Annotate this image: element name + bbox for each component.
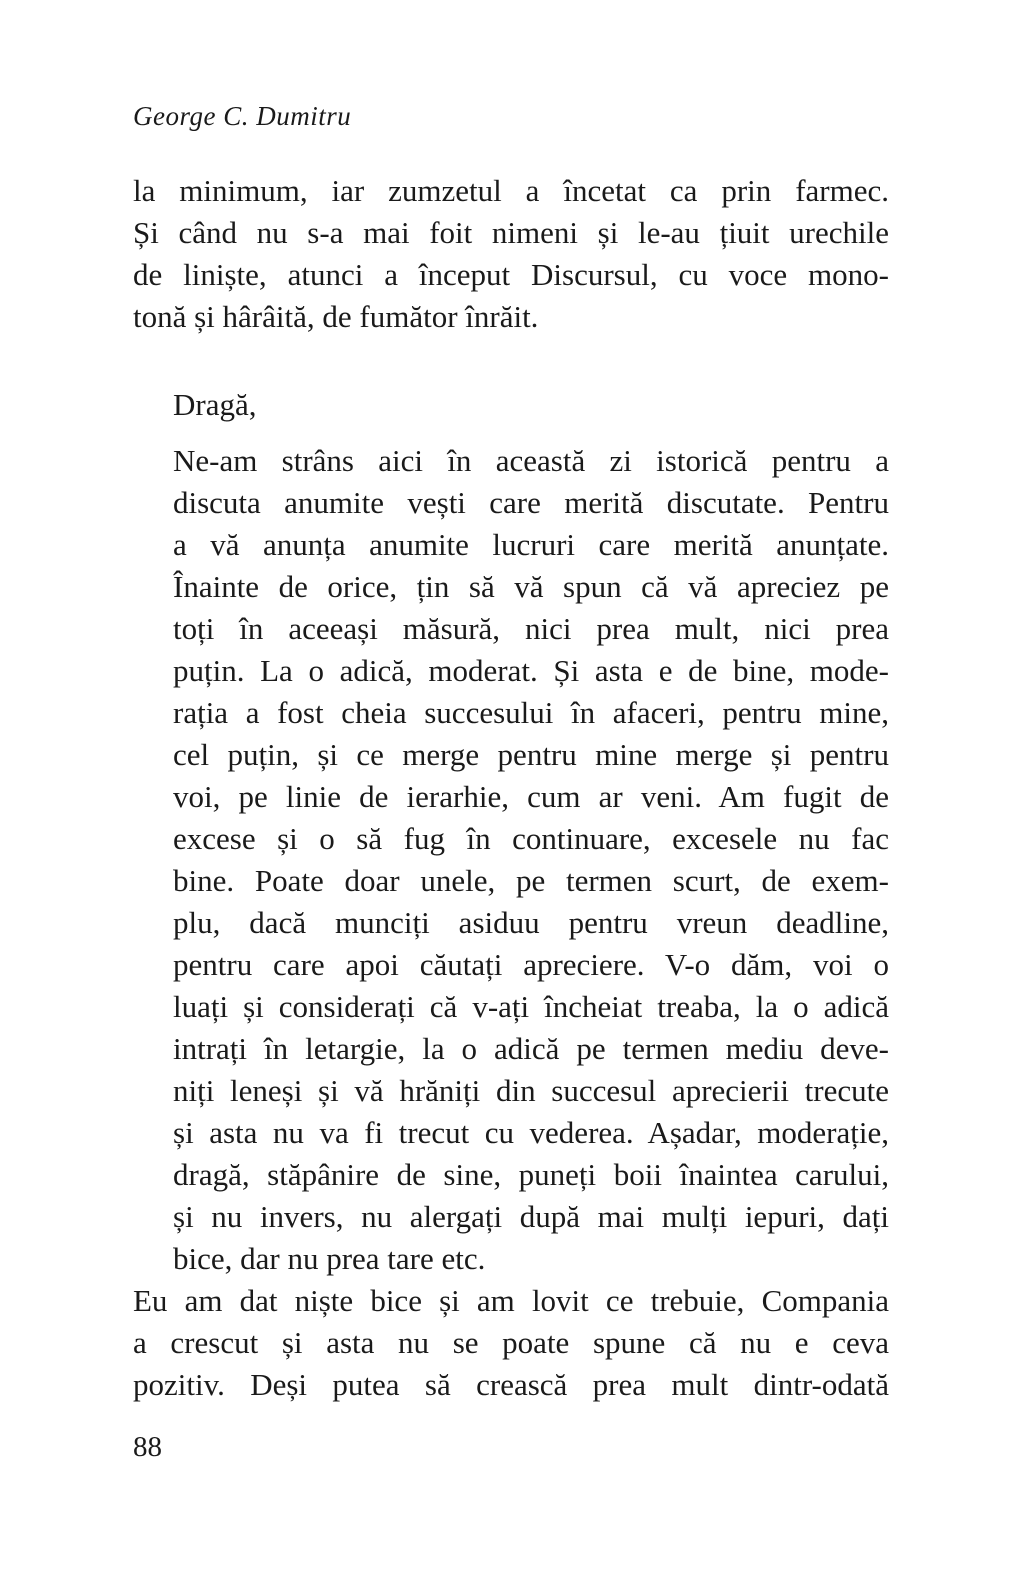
text-line: discuta anumite vești care merită discutate. Pentru (173, 485, 889, 520)
text-line: plu, dacă munciți asiduu pentru vreun deadline, (173, 905, 889, 940)
text-line: luați și considerați că v-ați încheiat treaba, la o adică (173, 989, 889, 1024)
text-line: cel puțin, și ce merge pentru mine merge și pentru (173, 737, 889, 772)
text-line: tonă și hârâită, de fumător înrăit. (133, 299, 539, 334)
letter-block (133, 384, 889, 1406)
text-line: de liniște, atunci a început Discursul, cu voce mono- (133, 257, 889, 292)
text-line: puțin. La o adică, moderat. Și asta e de bine, mode- (173, 653, 889, 688)
text-line: bice, dar nu prea tare etc. (173, 1241, 486, 1276)
text-line: toți în aceeași măsură, nici prea mult, nici prea (173, 611, 889, 646)
text-line: a vă anunța anumite lucruri care merită anunțate. (173, 527, 889, 562)
text-line: bine. Poate doar unele, pe termen scurt, de exem- (173, 863, 889, 898)
page-number: 88 (133, 1431, 162, 1463)
letter-paragraph-2 (133, 1280, 889, 1406)
letter-paragraph-1 (173, 440, 889, 1280)
text-line: Și când nu s-a mai foit nimeni și le-au țiuit urechile (133, 215, 889, 250)
text-line: și asta nu va fi trecut cu vederea. Așadar, moderație, (173, 1115, 889, 1150)
text-line: la minimum, iar zumzetul a încetat ca prin farmec. (133, 173, 889, 208)
text-line: Ne-am strâns aici în această zi istorică pentru a (173, 443, 889, 478)
text-line: a crescut și asta nu se poate spune că nu e ceva (133, 1325, 889, 1360)
running-head-author: George C. Dumitru (133, 101, 352, 131)
text-line: rația a fost cheia succesului în afaceri, pentru mine, (173, 695, 889, 730)
letter-greeting: Dragă, (173, 387, 257, 422)
text-line: voi, pe linie de ierarhie, cum ar veni. Am fugit de (173, 779, 889, 814)
intro-paragraph (133, 170, 889, 338)
text-line: excese și o să fug în continuare, excesele nu fac (173, 821, 889, 856)
text-line: Eu am dat niște bice și am lovit ce trebuie, Compania (133, 1283, 889, 1318)
text-line: Înainte de orice, țin să vă spun că vă apreciez pe (173, 569, 889, 604)
text-line: niți leneși și vă hrăniți din succesul aprecierii trecute (173, 1073, 889, 1108)
text-line: intrați în letargie, la o adică pe termen mediu deve- (173, 1031, 889, 1066)
text-line: dragă, stăpânire de sine, puneți boii înaintea carului, (173, 1157, 889, 1192)
text-line: pentru care apoi căutați apreciere. V-o dăm, voi o (173, 947, 889, 982)
text-line: pozitiv. Deși putea să crească prea mult dintr-odată (133, 1367, 889, 1402)
text-line: și nu invers, nu alergați după mai mulți iepuri, dați (173, 1199, 889, 1234)
